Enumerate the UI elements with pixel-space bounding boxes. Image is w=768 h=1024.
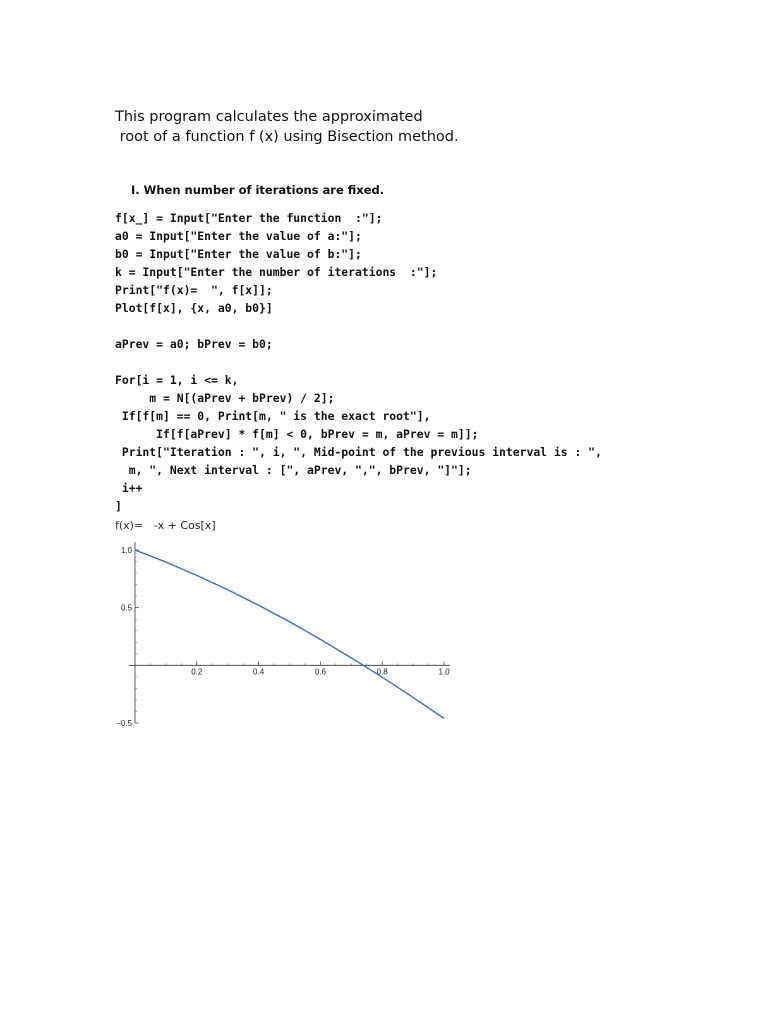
y-tick-label: −0.5	[116, 719, 132, 728]
function-plot	[105, 538, 465, 738]
code-line	[115, 317, 602, 335]
code-line: a0 = Input["Enter the value of a:"];	[115, 229, 362, 243]
description-line-2: root of a function f (x) using Bisection method.	[115, 129, 459, 145]
series-line	[135, 550, 444, 718]
plot-output	[105, 538, 465, 742]
code-line: If[f[m] == 0, Print[m, " is the exact root"],	[115, 409, 431, 423]
x-tick-label: 0.6	[314, 667, 326, 677]
code-line: For[i = 1, i <= k,	[115, 373, 239, 387]
code-cell[interactable]	[115, 209, 602, 515]
code-line: aPrev = a0; bPrev = b0;	[115, 337, 273, 351]
print-output	[115, 519, 216, 532]
output-label: f(x)=	[115, 519, 144, 532]
program-description	[115, 107, 459, 147]
x-tick-label: 0.8	[376, 667, 388, 677]
output-expression: -x + Cos[x]	[153, 519, 216, 532]
code-line: i++	[115, 481, 143, 495]
y-tick-label: 0.5	[120, 603, 132, 613]
description-line-1: This program calculates the approximated	[115, 109, 423, 125]
code-line: Plot[f[x], {x, a0, b0}]	[115, 301, 273, 315]
code-line: If[f[aPrev] * f[m] < 0, bPrev = m, aPrev = m]];	[115, 427, 479, 441]
code-line: m = N[(aPrev + bPrev) / 2];	[115, 391, 335, 405]
code-line	[115, 353, 602, 371]
y-tick-label: 1.0	[120, 546, 132, 555]
x-tick-label: 0.4	[253, 667, 265, 677]
code-line: k = Input["Enter the number of iterations :"];	[115, 265, 438, 279]
code-line: b0 = Input["Enter the value of b:"];	[115, 247, 362, 261]
code-line: m, ", Next interval : [", aPrev, ",", bPrev, "]"];	[115, 463, 472, 477]
code-line: Print["Iteration : ", i, ", Mid-point of the previous interval is : ",	[115, 445, 602, 459]
code-line: ]	[115, 499, 122, 513]
x-tick-label: 1.0	[438, 667, 450, 677]
code-line: f[x_] = Input["Enter the function :"];	[115, 211, 383, 225]
code-line: Print["f(x)= ", f[x]];	[115, 283, 273, 297]
x-tick-label: 0.2	[191, 667, 203, 677]
section-heading: I. When number of iterations are fixed.	[131, 183, 385, 197]
